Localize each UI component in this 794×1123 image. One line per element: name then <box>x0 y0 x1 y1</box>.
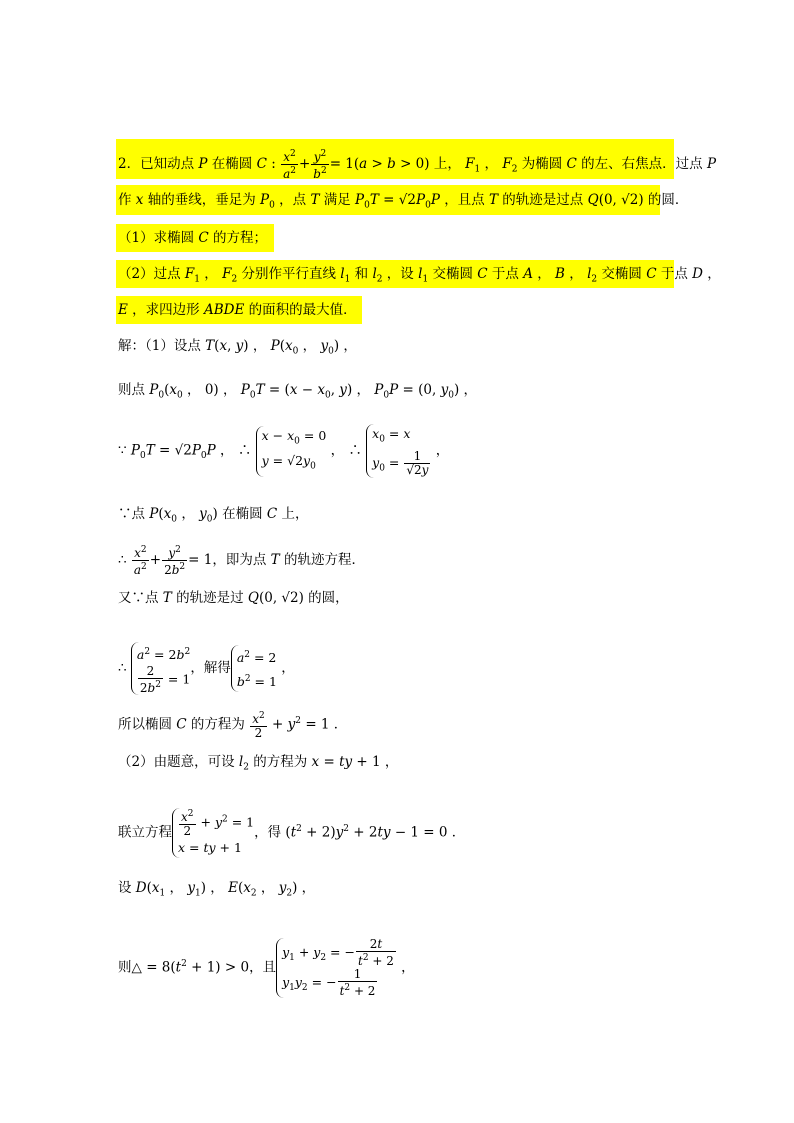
text: ， <box>200 266 223 282</box>
text: ，且 <box>249 959 277 976</box>
equation-system: $x_0 = x$ $y_0$ = $\frac{1}{√2y}$ <box>366 424 431 478</box>
text: 的圆． <box>643 192 689 208</box>
text: 的方程为 <box>248 754 312 770</box>
text: 交椭圆 <box>428 266 478 282</box>
text: 的圆， <box>303 590 349 606</box>
equation-system: $a^2 = 2$ $b^2 = 1$ <box>231 645 277 691</box>
text: ， <box>564 266 588 282</box>
problem-line-1: 2．已知动点 P 在椭圆 C : $\frac{x^2}{a^2}$ + $\frac{y^2}{b^2}$ = 1(a > b > 0) 上， $F_1$ ， $F_2$ 为椭圆 C 的左、右焦点．过点 P <box>118 149 717 181</box>
text: 作 <box>118 192 136 208</box>
problem-part-2-cont: E ，求四边形 ABDE 的面积的最大值． <box>118 302 357 318</box>
equation-system: $a^2 = 2b^2$ $\frac{2}{2b^2}$ = 1 <box>131 642 190 695</box>
text: ，求四边形 <box>127 302 204 318</box>
problem-part-1: （1）求椭圆 C 的方程； <box>118 230 268 246</box>
text: 联立方程 <box>118 824 172 841</box>
text: 在椭圆 <box>207 156 257 172</box>
text: ∵点 <box>118 506 150 522</box>
text: 的轨迹是过点 <box>498 192 588 208</box>
text: ∵ <box>118 442 131 459</box>
text: 所以椭圆 <box>118 716 177 733</box>
text: ，且点 <box>439 192 489 208</box>
text: （2）由题意，可设 <box>118 754 239 770</box>
text: ， <box>702 266 721 282</box>
solution-line-6: 又∵点 T 的轨迹是过 Q(0, √2) 的圆， <box>118 590 349 606</box>
text: （2）过点 <box>118 266 185 282</box>
text: 上， <box>277 506 309 522</box>
text: 的方程为 <box>186 716 250 733</box>
text: 的轨迹是过 <box>171 590 248 606</box>
problem-line-2: 作 x 轴的垂线，垂足为 $P_0$ ，点 T 满足 $P_0T = √2P_0P$ ，且点 T 的轨迹是过点 Q(0, √2) 的圆． <box>118 192 689 211</box>
text: 为椭圆 <box>517 156 567 172</box>
text: 的方程； <box>208 230 268 246</box>
text: 2．已知动点 <box>118 156 199 172</box>
equation-system: $\frac{x^2}{2}$ + $y^2 = 1$ x = ty + 1 <box>172 808 254 858</box>
fraction: $\frac{x^2}{a^2}$ <box>133 545 147 577</box>
solution-line-10: 联立方程 $\frac{x^2}{2}$ + $y^2 = 1$ x = ty + 1 ，得 $(t^2 + 2)y^2 + 2ty - 1 = 0$ ． <box>118 808 465 858</box>
equation-system: $x - x_0 = 0$ $y = √2y_0$ <box>256 426 327 477</box>
text: 的轨迹方程． <box>279 552 365 568</box>
text: 上， <box>429 156 466 172</box>
text: 解：（1）设点 <box>118 338 206 354</box>
fraction: $\frac{y^2}{2b^2}$ <box>164 545 186 577</box>
text: 于点 <box>487 266 524 282</box>
text: ，得 <box>254 824 286 841</box>
text: 和 <box>350 266 373 282</box>
text: 又∵点 <box>118 590 163 606</box>
text: 则点 <box>118 382 150 398</box>
fraction: $\frac{x^2}{2}$ <box>252 711 265 740</box>
text: 设 <box>118 880 136 896</box>
text: 则△ <box>118 959 147 976</box>
solution-line-4: ∵点 $P(x_0$ ， $y_0$) 在椭圆 C 上， <box>118 506 309 525</box>
solution-line-5: ∴ $\frac{x^2}{a^2}$ + $\frac{y^2}{2b^2}$ = 1，即为点 T 的轨迹方程． <box>118 545 365 577</box>
text: 轴的垂线，垂足为 <box>143 192 261 208</box>
solution-line-2: 则点 $P_0(x_0$ ， 0) ， $P_0T = (x - x_0$, y) ， $P_0P = (0$, $y_0$) ， <box>118 382 477 401</box>
solution-line-7: ∴ $a^2 = 2b^2$ $\frac{2}{2b^2}$ = 1 ，解得 $a^2 = 2$ $b^2 = 1$ ， <box>118 642 295 695</box>
text: ，点 <box>274 192 311 208</box>
text: 于点 <box>656 266 693 282</box>
solution-line-1: 解：（1）设点 T(x, y) ， $P(x_0$ ， $y_0$) ， <box>118 338 357 357</box>
text: 交椭圆 <box>597 266 647 282</box>
text: ，设 <box>382 266 419 282</box>
text: 的面积的最大值． <box>244 302 357 318</box>
text: ，解得 <box>190 660 231 677</box>
text: 在椭圆 <box>217 506 267 522</box>
solution-line-8: 所以椭圆 C 的方程为 $\frac{x^2}{2}$ + $y^2 = 1$ ． <box>118 711 348 740</box>
equation-system: $y_1 + y_2$ = − $\frac{2t}{t^2 + 2}$ $y_1y_2$ = − $\frac{1}{t^2 + 2}$ <box>276 938 397 998</box>
solution-line-12: 则△ = $8(t^2 + 1) > 0$，且 $y_1 + y_2$ = − $\frac{2t}{t^2 + 2}$ $y_1y_2$ = − $\frac{1}{t^2 + 2}$ ， <box>118 937 415 998</box>
fraction: $\frac{x^2}{a^2}$ <box>283 149 296 181</box>
text: 的左、右焦点．过点 <box>576 156 707 172</box>
text: 分别作平行直线 <box>237 266 341 282</box>
solution-line-9: （2）由题意，可设 $l_2$ 的方程为 x = ty + 1 ， <box>118 754 399 773</box>
text: ， <box>480 156 503 172</box>
solution-line-3: ∵ $P_0T = √2P_0P$ ， ∴ $x - x_0 = 0$ $y = √2y_0$ ， ∴ $x_0 = x$ $y_0$ = $\frac{1}{√2y}$ ， <box>118 426 450 477</box>
fraction: $\frac{y^2}{b^2}$ <box>313 149 327 181</box>
text: （1）求椭圆 <box>118 230 199 246</box>
text: ，即为点 <box>212 552 271 568</box>
text: ， <box>532 266 556 282</box>
solution-line-11: 设 $D(x_1$ ， $y_1$) ， $E(x_2$ ， $y_2$) ， <box>118 880 316 899</box>
problem-part-2: （2）过点 $F_1$ ， $F_2$ 分别作平行直线 $l_1$ 和 $l_2$ ，设 $l_1$ 交椭圆 C 于点 A ， B ， $l_2$ 交椭圆 C 于点 D ， <box>118 266 721 285</box>
text: 满足 <box>319 192 356 208</box>
